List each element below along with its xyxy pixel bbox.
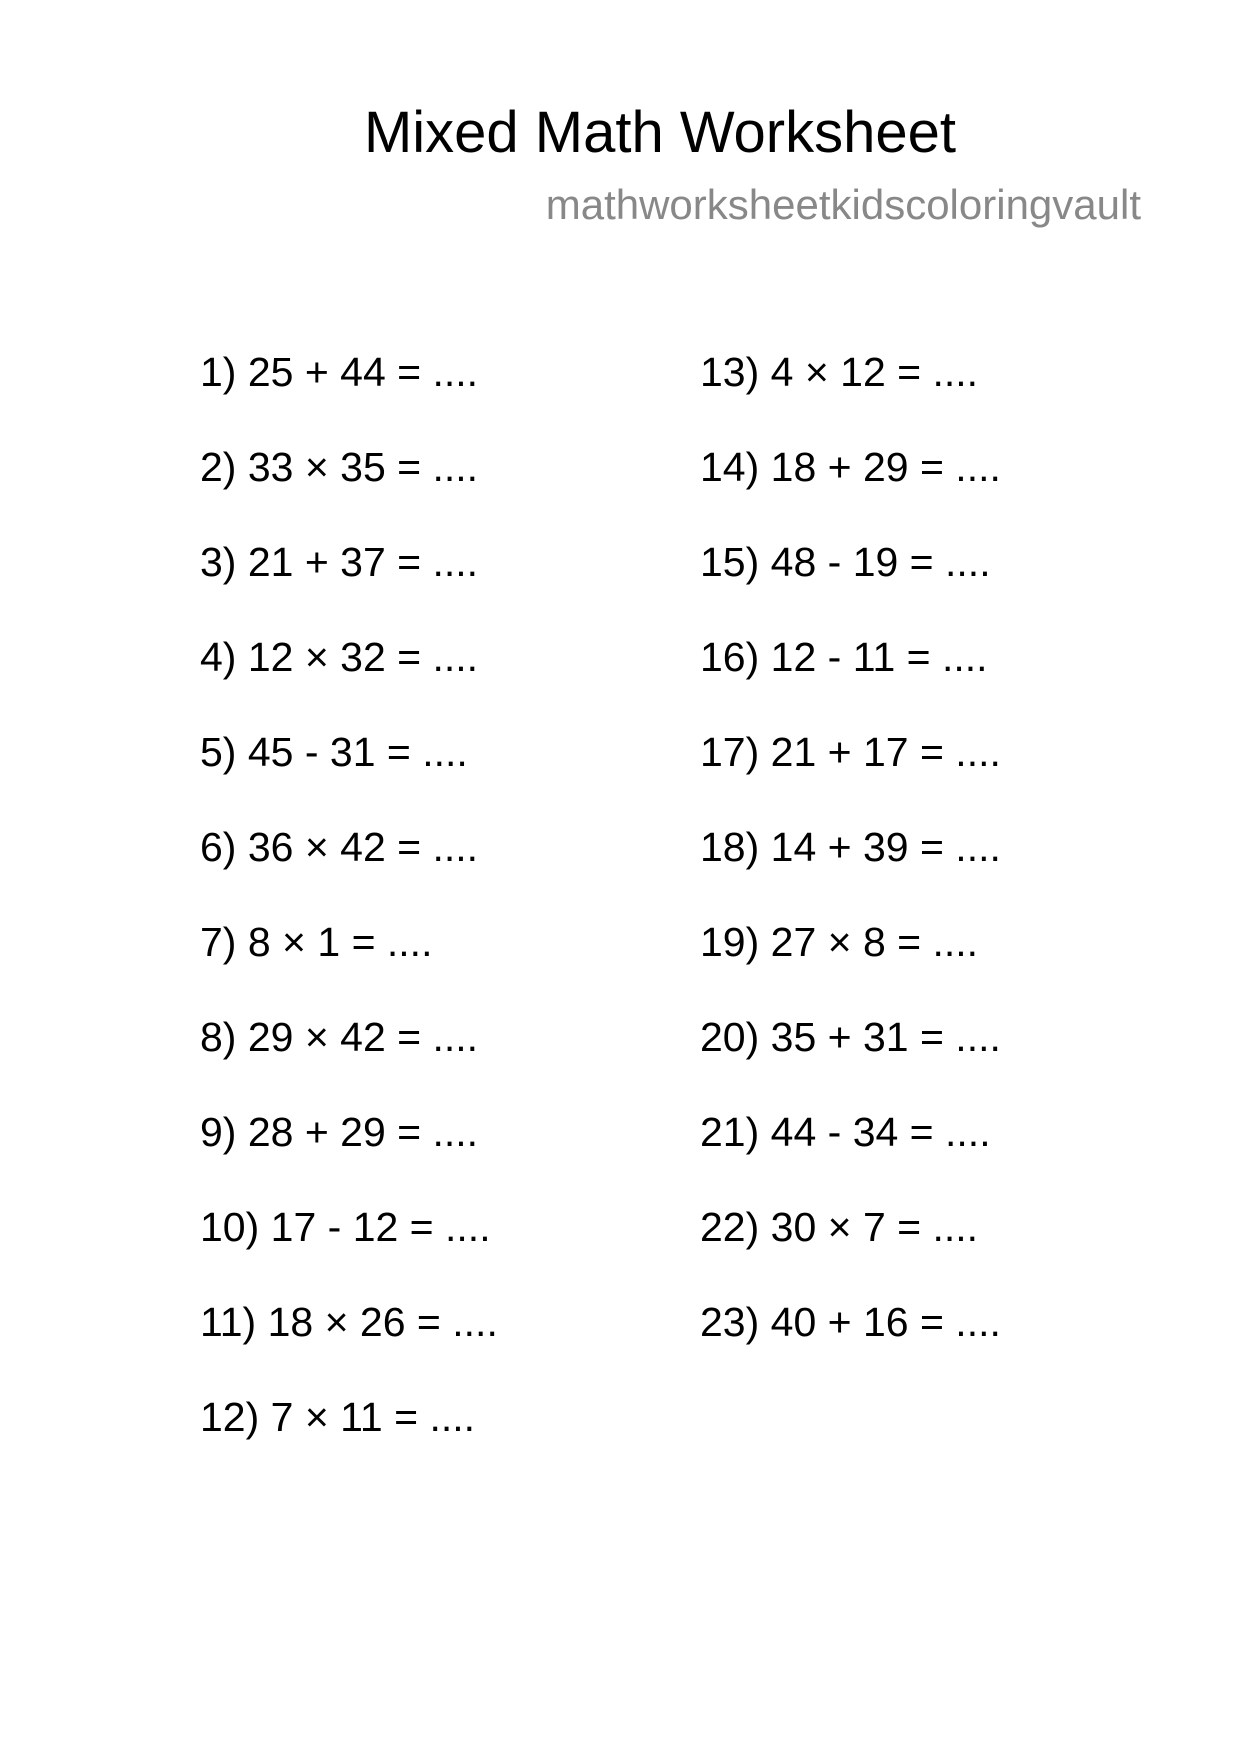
problem-column-right [700,347,1001,1392]
problem-23: 23) 40 + 16 = .... [700,1299,1001,1345]
problem-1: 1) 25 + 44 = .... [200,349,479,395]
problem-4: 4) 12 × 32 = .... [200,634,479,680]
problem-18: 18) 14 + 39 = .... [700,824,1001,870]
problem-15: 15) 48 - 19 = .... [700,539,991,585]
problem-7: 7) 8 × 1 = .... [200,919,433,965]
problem-13: 13) 4 × 12 = .... [700,349,979,395]
problem-19: 19) 27 × 8 = .... [700,919,979,965]
problem-16: 16) 12 - 11 = .... [700,634,988,680]
problem-22: 22) 30 × 7 = .... [700,1204,979,1250]
problem-9: 9) 28 + 29 = .... [200,1109,479,1155]
site-watermark-text: mathworksheetkidscoloringvault [545,181,1141,228]
problem-10: 10) 17 - 12 = .... [200,1204,491,1250]
problem-12: 12) 7 × 11 = .... [200,1394,476,1440]
problem-20: 20) 35 + 31 = .... [700,1014,1001,1060]
problem-2: 2) 33 × 35 = .... [200,444,479,490]
problem-11: 11) 18 × 26 = .... [200,1299,498,1345]
page-title: Mixed Math Worksheet [363,100,957,165]
problem-column-left [200,347,498,1487]
problem-8: 8) 29 × 42 = .... [200,1014,479,1060]
problem-5: 5) 45 - 31 = .... [200,729,468,775]
problem-14: 14) 18 + 29 = .... [700,444,1001,490]
problem-3: 3) 21 + 37 = .... [200,539,479,585]
problem-17: 17) 21 + 17 = .... [700,729,1001,775]
problem-21: 21) 44 - 34 = .... [700,1109,991,1155]
problem-6: 6) 36 × 42 = .... [200,824,479,870]
